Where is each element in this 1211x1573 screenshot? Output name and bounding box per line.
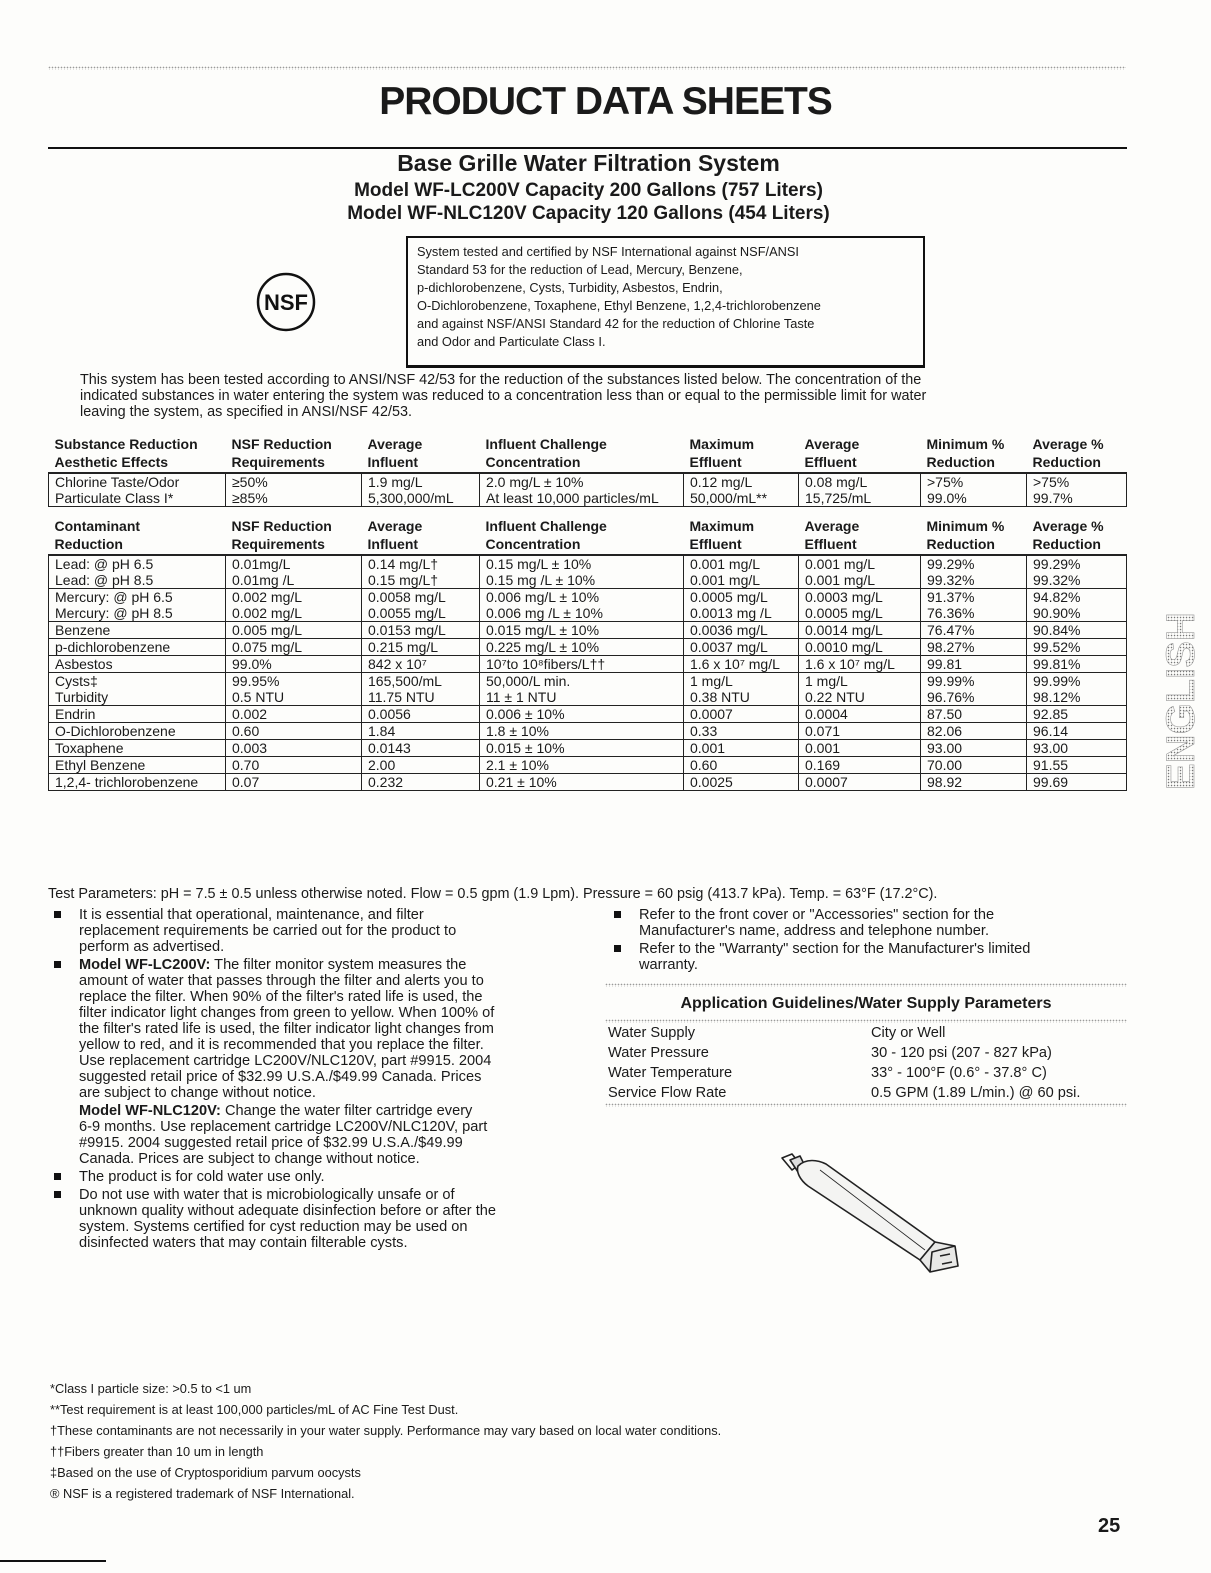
column-header: Average % — [1032, 518, 1104, 534]
table-cell: 91.37% 76.36% — [921, 589, 1027, 622]
column-header: NSF Reduction — [231, 518, 332, 534]
column-header: Reduction — [1027, 536, 1127, 555]
table-cell: 99.95% 0.5 NTU — [226, 673, 362, 706]
column-header: Effluent — [684, 454, 799, 473]
text-line: #9915. 2004 suggested retail price of $32.99 U.S.A./$49.99 — [79, 1135, 463, 1151]
column-header: NSF Reduction — [231, 436, 332, 452]
text-line: suggested retail price of $32.99 U.S.A./$49.99 Canada. Prices — [79, 1069, 482, 1085]
column-header: Requirements — [226, 454, 362, 473]
table-cell: 0.169 — [799, 757, 921, 774]
bullet-cold-water — [48, 1169, 588, 1185]
column-header: Influent — [362, 454, 480, 473]
table-cell: 0.0037 mg/L — [684, 639, 799, 656]
dotted-rule — [605, 983, 1127, 987]
table-cell: 99.99% 98.12% — [1027, 673, 1127, 706]
table-cell: Chlorine Taste/Odor Particulate Class I* — [49, 473, 226, 507]
table-cell: Mercury: @ pH 6.5 Mercury: @ pH 8.5 — [49, 589, 226, 622]
bullet-mark — [54, 911, 61, 918]
model-nlc120v-text: Change the water filter cartridge every — [220, 1103, 473, 1119]
text-line: Use replacement cartridge LC200V/NLC120V, part #9915. 2004 — [79, 1053, 492, 1069]
table-row — [49, 740, 1127, 757]
column-header: Minimum % — [926, 518, 1005, 534]
certification-line: O-Dichlorobenzene, Toxaphene, Ethyl Benzene, 1,2,4-trichlorobenzene — [417, 298, 821, 313]
nsf-logo-text: NSF — [264, 290, 308, 315]
column-header: Average — [804, 436, 860, 452]
bullet-mark — [54, 961, 61, 968]
table-cell: 0.21 ± 10% — [480, 774, 684, 791]
aesthetic-effects-table — [48, 436, 1127, 507]
table-cell: 98.27% — [921, 639, 1027, 656]
nsf-logo-icon — [256, 272, 316, 332]
table-row — [49, 555, 1127, 589]
title-rule — [48, 147, 1127, 149]
parameter-row — [605, 1043, 1127, 1063]
table-cell: 0.70 — [226, 757, 362, 774]
text-line: are subject to change without notice. — [79, 1085, 316, 1101]
text-line: warranty. — [639, 957, 698, 973]
dotted-rule — [605, 1019, 1127, 1023]
bullet-mark — [54, 1191, 61, 1198]
parameter-name: Water Pressure — [608, 1045, 709, 1061]
table-cell: 0.006 mg/L ± 10% 0.006 mg /L ± 10% — [480, 589, 684, 622]
bullet-model-lc200v — [48, 957, 588, 1101]
certification-line: System tested and certified by NSF International against NSF/ANSI — [417, 244, 799, 259]
table-cell: ≥50% ≥85% — [226, 473, 362, 507]
table-cell: 1 mg/L 0.22 NTU — [799, 673, 921, 706]
text-line: replace the filter. When 90% of the filter's rated life is used, the — [79, 989, 483, 1005]
table-cell: Ethyl Benzene — [49, 757, 226, 774]
column-header: Maximum — [689, 518, 755, 534]
column-header: Substance Reduction — [54, 436, 198, 452]
language-side-tab — [1150, 560, 1210, 800]
bullet-warranty — [608, 941, 1128, 973]
table-cell: 50,000/L min. 11 ± 1 NTU — [480, 673, 684, 706]
bullet-mark — [614, 945, 621, 952]
table-cell: 82.06 — [921, 723, 1027, 740]
parameter-value: 33° - 100°F (0.6° - 37.8° C) — [871, 1065, 1047, 1081]
table-cell: 91.55 — [1027, 757, 1127, 774]
table-cell: 0.005 mg/L — [226, 622, 362, 639]
parameter-row — [605, 1083, 1127, 1103]
table-row — [49, 706, 1127, 723]
table-cell: 1 mg/L 0.38 NTU — [684, 673, 799, 706]
footnote: ® NSF is a registered trademark of NSF International. — [50, 1486, 355, 1501]
product-subtitle: Base Grille Water Filtration System — [397, 150, 780, 176]
text-line: The product is for cold water use only. — [79, 1169, 325, 1185]
top-dotted-rule — [48, 66, 1126, 70]
table-cell: 0.0025 — [684, 774, 799, 791]
right-column — [608, 907, 1128, 975]
table-cell: 0.001 mg/L 0.001 mg/L — [684, 555, 799, 589]
table-cell: 0.015 mg/L ± 10% — [480, 622, 684, 639]
table-cell: 0.001 — [799, 740, 921, 757]
table-cell: 0.0058 mg/L 0.0055 mg/L — [362, 589, 480, 622]
column-header: Effluent — [799, 536, 921, 555]
footnotes — [50, 1378, 721, 1504]
table-cell: 0.071 — [799, 723, 921, 740]
text-line: 6-9 months. Use replacement cartridge LC200V/NLC120V, part — [79, 1119, 488, 1135]
column-header: Requirements — [226, 536, 362, 555]
table-cell: 70.00 — [921, 757, 1027, 774]
table-cell: 92.85 — [1027, 706, 1127, 723]
table-cell: O-Dichlorobenzene — [49, 723, 226, 740]
table-cell: 0.01mg/L 0.01mg /L — [226, 555, 362, 589]
model-line-2: Model WF-NLC120V Capacity 120 Gallons (454 Liters) — [347, 203, 830, 224]
table-cell: 99.69 — [1027, 774, 1127, 791]
parameter-name: Water Temperature — [608, 1065, 733, 1081]
certification-box — [406, 236, 925, 368]
application-guidelines — [605, 983, 1127, 1107]
table-cell: 98.92 — [921, 774, 1027, 791]
column-header: Maximum — [689, 436, 755, 452]
table-cell: 0.001 mg/L 0.001 mg/L — [799, 555, 921, 589]
table-cell: 93.00 — [1027, 740, 1127, 757]
application-title: Application Guidelines/Water Supply Parameters — [680, 995, 1052, 1012]
text-line: Refer to the "Warranty" section for the Manufacturer's limited — [639, 941, 1031, 957]
text-line: filter indicator light changes from green to yellow. When 100% of — [79, 1005, 495, 1021]
table-cell: 0.002 mg/L 0.002 mg/L — [226, 589, 362, 622]
table-cell: 0.33 — [684, 723, 799, 740]
table-cell: 99.29% 99.32% — [1027, 555, 1127, 589]
text-line: Do not use with water that is microbiologically unsafe or of — [79, 1187, 455, 1203]
filter-cartridge-icon — [770, 1150, 970, 1280]
table-cell: 0.075 mg/L — [226, 639, 362, 656]
bullet-maintenance — [48, 907, 588, 955]
table-cell: 0.0004 — [799, 706, 921, 723]
column-header: Reduction — [1027, 454, 1127, 473]
text-line: replacement requirements be carried out for the product to — [79, 923, 457, 939]
table-row — [49, 757, 1127, 774]
table-row — [49, 622, 1127, 639]
table-cell: >75% 99.7% — [1027, 473, 1127, 507]
certification-line: and against NSF/ANSI Standard 42 for the reduction of Chlorine Taste — [417, 316, 815, 331]
table-row — [49, 673, 1127, 706]
table-row — [49, 639, 1127, 656]
table-cell: Toxaphene — [49, 740, 226, 757]
parameter-row — [605, 1063, 1127, 1083]
table-cell: 1,2,4- trichlorobenzene — [49, 774, 226, 791]
dotted-rule — [605, 1103, 1127, 1107]
table-row — [49, 723, 1127, 740]
table-cell: 0.0143 — [362, 740, 480, 757]
table-cell: 0.006 ± 10% — [480, 706, 684, 723]
table-cell: 2.00 — [362, 757, 480, 774]
table-cell: Cysts‡ Turbidity — [49, 673, 226, 706]
table-cell: 90.84% — [1027, 622, 1127, 639]
bullet-unsafe-water — [48, 1187, 588, 1251]
table-cell: 10⁷to 10⁸fibers/L†† — [480, 656, 684, 673]
side-tab-text: ENGLISH — [1159, 612, 1203, 790]
table-cell: 0.003 — [226, 740, 362, 757]
table-cell: Lead: @ pH 6.5 Lead: @ pH 8.5 — [49, 555, 226, 589]
table-cell: 0.232 — [362, 774, 480, 791]
table-cell: 0.0003 mg/L 0.0005 mg/L — [799, 589, 921, 622]
bullet-mark — [54, 1173, 61, 1180]
table-cell: Asbestos — [49, 656, 226, 673]
text-line: Refer to the front cover or "Accessories" section for the — [639, 907, 995, 923]
table-cell: 0.12 mg/L 50,000/mL** — [684, 473, 799, 507]
column-header: Influent Challenge — [485, 436, 607, 452]
table-cell: Endrin — [49, 706, 226, 723]
table-row — [49, 774, 1127, 791]
certification-line: p-dichlorobenzene, Cysts, Turbidity, Asbestos, Endrin, — [417, 280, 723, 295]
model-nlc120v-label: Model WF-NLC120V: — [79, 1103, 221, 1119]
table-row — [49, 473, 1127, 507]
table-cell: p-dichlorobenzene — [49, 639, 226, 656]
table-cell: 0.0056 — [362, 706, 480, 723]
text-line: amount of water that passes through the filter and alerts you to — [79, 973, 484, 989]
parameter-row — [605, 1023, 1127, 1043]
table-cell: 1.6 x 10⁷ mg/L — [799, 656, 921, 673]
table-cell: 96.14 — [1027, 723, 1127, 740]
table-cell: 0.001 — [684, 740, 799, 757]
bottom-rule — [0, 1560, 106, 1562]
table-cell: >75% 99.0% — [921, 473, 1027, 507]
parameter-value: 0.5 GPM (1.89 L/min.) @ 60 psi. — [871, 1085, 1081, 1101]
table-cell: 0.60 — [226, 723, 362, 740]
left-column — [48, 907, 588, 1253]
column-header: Reduction — [921, 536, 1027, 555]
text-line: perform as advertised. — [79, 939, 225, 955]
table-cell: 842 x 10⁷ — [362, 656, 480, 673]
table-cell: 165,500/mL 11.75 NTU — [362, 673, 480, 706]
parameter-name: Water Supply — [608, 1025, 696, 1041]
table-cell: 0.0007 — [684, 706, 799, 723]
parameter-value: City or Well — [871, 1025, 946, 1041]
column-header: Reduction — [921, 454, 1027, 473]
para-model-nlc120v — [48, 1103, 588, 1167]
parameter-value: 30 - 120 psi (207 - 827 kPa) — [871, 1045, 1052, 1061]
table-cell: 0.0014 mg/L — [799, 622, 921, 639]
column-header: Contaminant — [54, 518, 141, 534]
table-cell: 2.1 ± 10% — [480, 757, 684, 774]
contaminant-reduction-table — [48, 518, 1127, 791]
bullet-accessories — [608, 907, 1128, 939]
text-line: unknown quality without adequate disinfection before or after the — [79, 1203, 497, 1219]
column-header: Concentration — [480, 454, 684, 473]
intro-line: leaving the system, as specified in ANSI/NSF 42/53. — [80, 404, 412, 420]
footnote: ‡Based on the use of Cryptosporidium parvum oocysts — [50, 1465, 361, 1480]
column-header: Effluent — [799, 454, 921, 473]
table-cell: 1.84 — [362, 723, 480, 740]
table-cell: 0.14 mg/L† 0.15 mg/L† — [362, 555, 480, 589]
column-header: Minimum % — [926, 436, 1005, 452]
column-header: Reduction — [49, 536, 226, 555]
table-cell: 99.99% 96.76% — [921, 673, 1027, 706]
table-cell: 0.0036 mg/L — [684, 622, 799, 639]
column-header: Average — [804, 518, 860, 534]
intro-line: This system has been tested according to ANSI/NSF 42/53 for the reduction of the substances listed below. The concentration of the — [80, 372, 922, 388]
table-cell: 87.50 — [921, 706, 1027, 723]
column-header: Average — [367, 518, 423, 534]
table-cell: 0.225 mg/L ± 10% — [480, 639, 684, 656]
table-cell: Benzene — [49, 622, 226, 639]
application-parameters-table — [605, 1023, 1127, 1103]
table-cell: 0.15 mg/L ± 10% 0.15 mg /L ± 10% — [480, 555, 684, 589]
table-cell: 0.0007 — [799, 774, 921, 791]
text-line: It is essential that operational, maintenance, and filter — [79, 907, 424, 923]
column-header: Aesthetic Effects — [49, 454, 226, 473]
parameter-name: Service Flow Rate — [608, 1085, 727, 1101]
table-cell: 0.08 mg/L 15,725/mL — [799, 473, 921, 507]
intro-line: indicated substances in water entering the system was reduced to a concentration less than or equal to the permissible limit for water — [80, 388, 927, 404]
table-cell: 0.60 — [684, 757, 799, 774]
table-cell: 0.0153 mg/L — [362, 622, 480, 639]
table-cell: 0.07 — [226, 774, 362, 791]
page-title: PRODUCT DATA SHEETS — [379, 80, 832, 123]
intro-paragraph — [80, 372, 1120, 420]
table-cell: 94.82% 90.90% — [1027, 589, 1127, 622]
table-row — [49, 589, 1127, 622]
table-cell: 0.0005 mg/L 0.0013 mg /L — [684, 589, 799, 622]
column-header: Influent — [362, 536, 480, 555]
table-cell: 0.015 ± 10% — [480, 740, 684, 757]
table-cell: 0.215 mg/L — [362, 639, 480, 656]
test-parameters: Test Parameters: pH = 7.5 ± 0.5 unless otherwise noted. Flow = 0.5 gpm (1.9 Lpm). Pressure = 60 psig (413.7 kPa). Temp. = 63°F (17.2°C). — [48, 886, 938, 902]
table-cell: 76.47% — [921, 622, 1027, 639]
text-line: Manufacturer's name, address and telephone number. — [639, 923, 990, 939]
text-line: the filter's rated life is used, the filter indicator light changes from — [79, 1021, 494, 1037]
footnote: **Test requirement is at least 100,000 particles/mL of AC Fine Test Dust. — [50, 1402, 459, 1417]
text-line: system. Systems certified for cyst reduction may be used on — [79, 1219, 468, 1235]
page-number: 25 — [1098, 1515, 1121, 1537]
footnote: ††Fibers greater than 10 um in length — [50, 1444, 264, 1459]
table-cell: 1.9 mg/L 5,300,000/mL — [362, 473, 480, 507]
text-line: yellow to red, and it is recommended that you replace the filter. — [79, 1037, 484, 1053]
footnote: †These contaminants are not necessarily in your water supply. Performance may vary based on local water conditions. — [50, 1423, 722, 1438]
table-cell: 1.6 x 10⁷ mg/L — [684, 656, 799, 673]
column-header: Concentration — [480, 536, 684, 555]
table-cell: 93.00 — [921, 740, 1027, 757]
table-cell: 99.29% 99.32% — [921, 555, 1027, 589]
table-cell: 99.81% — [1027, 656, 1127, 673]
column-header: Influent Challenge — [485, 518, 607, 534]
table-cell: 0.0010 mg/L — [799, 639, 921, 656]
model-line-1: Model WF-LC200V Capacity 200 Gallons (757 Liters) — [354, 180, 823, 201]
table-cell: 1.8 ± 10% — [480, 723, 684, 740]
model-lc200v-label: Model WF-LC200V: — [79, 957, 211, 973]
footnote: *Class I particle size: >0.5 to <1 um — [50, 1381, 252, 1396]
table-cell: 0.002 — [226, 706, 362, 723]
table-cell: 99.0% — [226, 656, 362, 673]
certification-line: and Odor and Particulate Class I. — [417, 334, 606, 349]
bullet-mark — [614, 911, 621, 918]
column-header: Average % — [1032, 436, 1104, 452]
table-cell: 99.52% — [1027, 639, 1127, 656]
table-cell: 99.81 — [921, 656, 1027, 673]
column-header: Effluent — [684, 536, 799, 555]
table-row — [49, 656, 1127, 673]
text-line: Canada. Prices are subject to change without notice. — [79, 1151, 420, 1167]
column-header: Average — [367, 436, 423, 452]
model-lc200v-text: The filter monitor system measures the — [210, 957, 467, 973]
certification-line: Standard 53 for the reduction of Lead, Mercury, Benzene, — [417, 262, 743, 277]
table-cell: 2.0 mg/L ± 10% At least 10,000 particles/mL — [480, 473, 684, 507]
text-line: disinfected waters that may contain filterable cysts. — [79, 1235, 408, 1251]
